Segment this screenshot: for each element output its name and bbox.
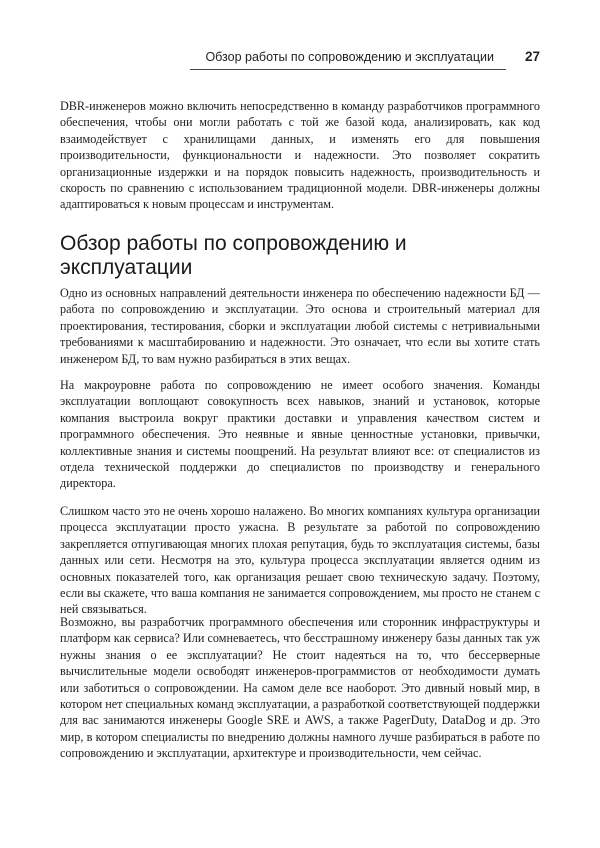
section-heading: Обзор работы по сопровождению и эксплуатации (60, 232, 407, 279)
running-title: Обзор работы по сопровождению и эксплуатации (205, 50, 494, 64)
body-paragraph-4: Возможно, вы разработчик программного обеспечения или сторонник инфраструктуры и платформ как сервиса? Или сомневаетесь, что бесстрашному инженеру базы данных так уж нужны знания о ее эксплуатации? Не стоит надеяться на то, что бессерверные вычислительные модели освободят инженеров-программистов от необходимости думать или заботиться о сопровождении. На самом деле все наоборот. Это дивный новый мир, в котором нет специальных команд эксплуатации, а разработкой соответствующей поддержки для вас занимаются инженеры Google SRE и AWS, а также PagerDuty, DataDog и др. Это мир, в котором специалисты по внедрению должны намного лучше разбираться в работе по сопровождению и эксплуатации, архитектуре и производительности, чем сейчас. (60, 615, 541, 761)
body-paragraph-3: Слишком часто это не очень хорошо налажено. Во многих компаниях культура организации процесса эксплуатации просто ужасна. В результате за работой по сопровождению закрепляется отпугивающая многих плохая репутация, будь то эксплуатация системы, базы данных или сети. Несмотря на это, культура процесса эксплуатации является одним из основных показателей того, как организация решает свою техническую задачу. Поэтому, если вы скажете, что ваша компания не занимается сопровождением, мы просто не станем с ней связываться. (60, 504, 540, 617)
page-number: 27 (524, 49, 540, 64)
body-paragraph-1: Одно из основных направлений деятельности инженера по обеспечению надежности БД — работа по сопровождению и эксплуатации. Это основа и строительный материал для проектирования, тестирования, сборки и эксплуатации любой системы с нетривиальными требованиями к масштабированию и надежности. Это означает, что если вы хотите стать инженером БД, то вам нужно разбираться в этих вещах. (60, 286, 540, 366)
intro-paragraph: DBR-инженеров можно включить непосредственно в команду разработчиков программного обеспечения, чтобы они могли работать с той же базой кода, анализировать, как код взаимодействует с хранилищами данных, и изменять его для повышения производительности, функциональности и надежности. Это позволяет сократить организационные издержки и на порядок повысить надежность, производительность и скорость по сравнению с использованием традиционной модели. DBR-инженеры должны адаптироваться к новым процессам и инструментам. (60, 99, 540, 212)
header-rule (190, 69, 506, 70)
running-header (190, 44, 540, 70)
body-paragraph-2: На макроуровне работа по сопровождению не имеет особого значения. Команды эксплуатации воплощают совокупность всех навыков, знаний и установок, которые компания выстроила вокруг практики доставки и управления качеством систем и программного обеспечения. Это неявные и явные ценностные установки, привычки, коллективные знания и системы поощрений. На результат влияют все: от специалистов из отдела технической поддержки до специалистов по производству и генерального директора. (60, 378, 540, 491)
